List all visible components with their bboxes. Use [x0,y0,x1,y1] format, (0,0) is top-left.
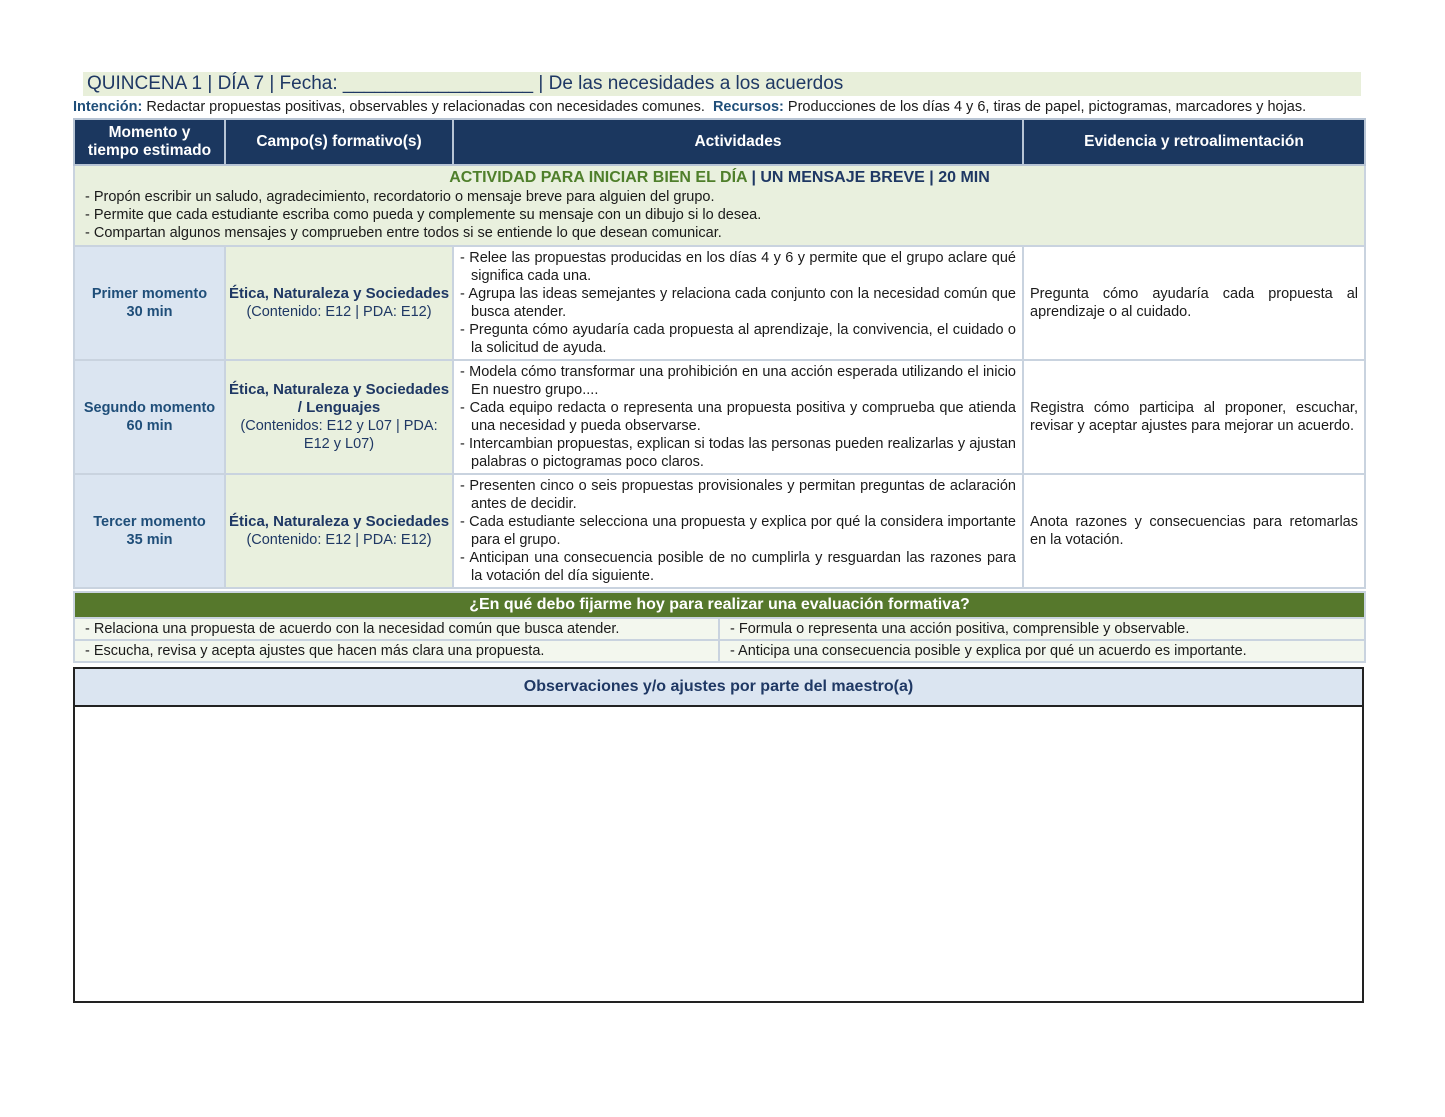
field-cell [225,360,453,474]
activity-item: - Relee las propuestas producidas en los días 4 y 6 y permite que el grupo aclare qué significa cada una. [460,250,1016,284]
evaluation-title: ¿En qué debo fijarme hoy para realizar una evaluación formativa? [74,592,1365,618]
field-content: (Contenido: E12 | PDA: E12) [246,532,432,548]
activity-item: - Cada estudiante selecciona una propuesta y explica por qué la considera importante para el grupo. [460,514,1016,548]
moment-cell [74,360,225,474]
activity-item: - Modela cómo transformar una prohibición en una acción esperada utilizando el inicio En nuestro grupo.... [460,364,1016,398]
activities-table [73,118,1366,589]
activity-item: - Cada equipo redacta o representa una propuesta positiva y comprueba que atienda una necesidad y pueda observarse. [460,400,1016,434]
evaluation-item: - Anticipa una consecuencia posible y explica por qué un acuerdo es importante. [719,640,1365,662]
moment-time: 35 min [126,532,173,548]
activity-item: - Agrupa las ideas semejantes y relaciona cada conjunto con la necesidad común que busca atender. [460,286,1016,320]
moment-name: Tercer momento [93,514,206,530]
formative-evaluation-table [73,591,1366,663]
observations-title: Observaciones y/o ajustes por parte del maestro(a) [75,669,1362,707]
column-header-evidence: Evidencia y retroalimentación [1023,119,1365,165]
activity-item: - Presenten cinco o seis propuestas provisionales y permitan preguntas de aclaración antes de decidir. [460,478,1016,512]
table-row-third-moment [74,474,1365,588]
evaluation-item: - Escucha, revisa y acepta ajustes que hacen más clara una propuesta. [74,640,719,662]
column-header-moment-line1: Momento y [108,124,191,141]
intention-resources-paragraph [73,98,1364,116]
moment-time: 30 min [126,304,173,320]
activities-cell [453,246,1023,360]
observations-writing-area[interactable] [75,707,1362,1001]
evaluation-item: - Relaciona una propuesta de acuerdo con la necesidad común que busca atender. [74,618,719,640]
moment-cell [74,246,225,360]
table-header-row [74,119,1365,165]
moment-cell [74,474,225,588]
field-cell [225,474,453,588]
start-activity-line: - Propón escribir un saludo, agradecimiento, recordatorio o mensaje breve para alguien del grupo. [85,189,715,205]
teacher-observations-box [73,667,1364,1003]
start-activity-line: - Permite que cada estudiante escriba como pueda y complemente su mensaje con un dibujo si lo desea. [85,207,762,223]
lesson-plan-page [73,72,1364,1003]
start-activity-row [74,165,1365,246]
evaluation-row [74,618,1365,640]
column-header-activities: Actividades [453,119,1023,165]
resources-text: Producciones de los días 4 y 6, tiras de papel, pictogramas, marcadores y hojas. [787,99,1307,115]
resources-label: Recursos: [712,99,784,115]
table-row-first-moment [74,246,1365,360]
start-activity-line: - Compartan algunos mensajes y comprueben entre todos si se entiende lo que desean comunicar. [85,225,722,241]
table-row-second-moment [74,360,1365,474]
column-header-moment-line2: tiempo estimado [87,142,212,159]
start-activity-title-blue: | UN MENSAJE BREVE | 20 MIN [751,169,990,186]
start-activity-title-green: ACTIVIDAD PARA INICIAR BIEN EL DÍA [449,169,747,186]
field-name: Ética, Naturaleza y Sociedades [228,285,450,302]
start-activity-cell [74,165,1365,246]
evidence-cell: Registra cómo participa al proponer, escuchar, revisar y aceptar ajustes para mejorar un acuerdo. [1023,360,1365,474]
evaluation-header-row [74,592,1365,618]
activities-cell [453,360,1023,474]
intention-label: Intención: [73,99,143,115]
evaluation-item: - Formula o representa una acción positiva, comprensible y observable. [719,618,1365,640]
field-cell [225,246,453,360]
intention-text: Redactar propuestas positivas, observables y relacionadas con necesidades comunes. [146,99,705,115]
field-name: Ética, Naturaleza y Sociedades / Lenguajes [228,381,450,416]
activity-item: - Pregunta cómo ayudaría cada propuesta al aprendizaje, la convivencia, el cuidado o la solicitud de ayuda. [460,322,1016,356]
activities-cell [453,474,1023,588]
page-title: QUINCENA 1 | DÍA 7 | Fecha: __________________ | De las necesidades a los acuerdos [83,72,1361,96]
evidence-cell: Pregunta cómo ayudaría cada propuesta al aprendizaje o al cuidado. [1023,246,1365,360]
column-header-moment [74,119,225,165]
column-header-field: Campo(s) formativo(s) [225,119,453,165]
activity-item: - Intercambian propuestas, explican si todas las personas pueden realizarlas y ajustan palabras o pictogramas poco claros. [460,436,1016,470]
evidence-cell: Anota razones y consecuencias para retomarlas en la votación. [1023,474,1365,588]
moment-time: 60 min [126,418,173,434]
field-content: (Contenidos: E12 y L07 | PDA: E12 y L07) [240,418,438,452]
moment-name: Primer momento [91,286,208,302]
evaluation-row [74,640,1365,662]
field-name: Ética, Naturaleza y Sociedades [228,513,450,530]
moment-name: Segundo momento [83,400,216,416]
start-activity-title [85,168,1354,188]
activity-item: - Anticipan una consecuencia posible de no cumplirla y resguardan las razones para la votación del día siguiente. [460,550,1016,584]
field-content: (Contenido: E12 | PDA: E12) [246,304,432,320]
